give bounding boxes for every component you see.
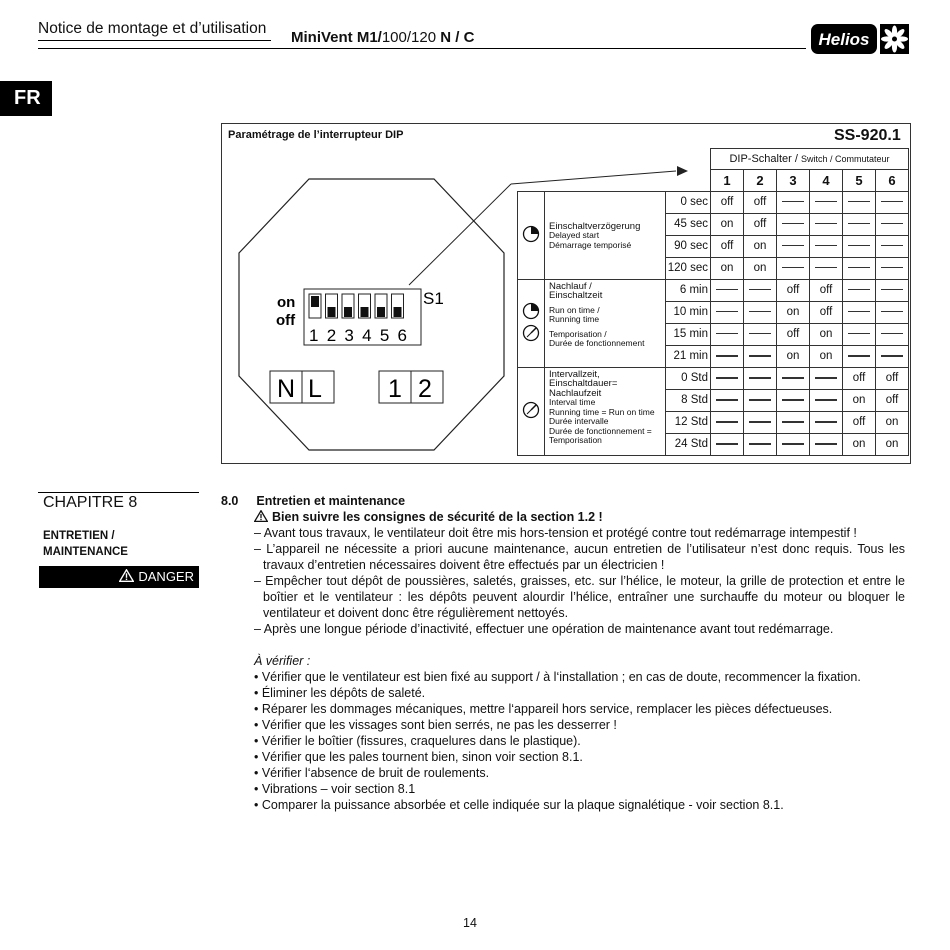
terminal-1: 1 bbox=[388, 375, 402, 403]
not-applicable-dash bbox=[716, 421, 738, 423]
switch-state bbox=[744, 301, 777, 323]
not-applicable-dash bbox=[782, 377, 804, 379]
switch-state bbox=[810, 367, 843, 389]
table-header: DIP-Schalter / Switch / Commutateur bbox=[711, 149, 909, 170]
switch-state bbox=[876, 301, 909, 323]
column-6: 6 bbox=[876, 170, 909, 192]
switch-state: on bbox=[711, 213, 744, 235]
not-applicable-dash bbox=[848, 311, 870, 312]
clock-run-on-icon bbox=[518, 279, 545, 367]
switch-state bbox=[810, 257, 843, 279]
time-value: 0 Std bbox=[666, 367, 711, 389]
switch-state bbox=[777, 235, 810, 257]
switch-state bbox=[810, 433, 843, 455]
page-number: 14 bbox=[463, 916, 477, 930]
not-applicable-dash bbox=[848, 267, 870, 268]
switch-state bbox=[810, 235, 843, 257]
switch-state bbox=[843, 235, 876, 257]
not-applicable-dash bbox=[749, 443, 771, 445]
switch-state: on bbox=[876, 433, 909, 455]
not-applicable-dash bbox=[815, 245, 837, 246]
not-applicable-dash bbox=[749, 377, 771, 379]
figure-title: Paramétrage de l’interrupteur DIP bbox=[228, 129, 404, 141]
time-value: 45 sec bbox=[666, 213, 711, 235]
not-applicable-dash bbox=[716, 377, 738, 379]
check-title: À vérifier : bbox=[254, 654, 311, 668]
chapter-subtitle: ENTRETIEN / MAINTENANCE bbox=[43, 530, 128, 558]
table-row bbox=[518, 279, 909, 301]
not-applicable-dash bbox=[881, 245, 903, 246]
time-value: 15 min bbox=[666, 323, 711, 345]
not-applicable-dash bbox=[782, 267, 804, 268]
switch-state: off bbox=[876, 389, 909, 411]
maintenance-item: – Après une longue période d’inactivité, effectuer une opération de maintenance avant tout redémarrage. bbox=[254, 622, 834, 636]
switch-state: off bbox=[810, 279, 843, 301]
not-applicable-dash bbox=[716, 355, 738, 357]
switch-state: off bbox=[744, 191, 777, 213]
danger-label: DANGER bbox=[39, 566, 199, 588]
not-applicable-dash bbox=[848, 355, 870, 357]
not-applicable-dash bbox=[749, 333, 771, 334]
switch-state: on bbox=[810, 323, 843, 345]
switch-state: off bbox=[810, 301, 843, 323]
not-applicable-dash bbox=[815, 377, 837, 379]
switch-state bbox=[777, 257, 810, 279]
switch-state bbox=[744, 411, 777, 433]
not-applicable-dash bbox=[716, 289, 738, 290]
maintenance-item: – Avant tous travaux, le ventilateur doit être mis hors-tension et protégé contre tout redémarrage intempestif ! bbox=[254, 526, 857, 540]
not-applicable-dash bbox=[881, 333, 903, 334]
switch-state bbox=[810, 213, 843, 235]
check-item: • Réparer les dommages mécaniques, mettre l‘appareil hors service, remplacer les pièces défectueuses. bbox=[254, 702, 833, 716]
group-label: Intervallzeit, Einschaltdauer= Nachlaufzeit Interval time Running time = Run on time Durée intervalle Durée de fonctionnement = Temporisation bbox=[545, 367, 666, 455]
switch-state: off bbox=[843, 411, 876, 433]
switch-state bbox=[777, 367, 810, 389]
dip-switch-table bbox=[517, 148, 909, 456]
chapter-title: CHAPITRE 8 bbox=[43, 494, 138, 511]
product-name-bold: MiniVent M1/ bbox=[291, 29, 382, 46]
switch-state bbox=[876, 235, 909, 257]
table-row bbox=[518, 367, 909, 389]
column-3: 3 bbox=[777, 170, 810, 192]
section-body bbox=[221, 493, 905, 813]
header-product bbox=[291, 29, 474, 46]
terminal-n: N bbox=[277, 375, 296, 403]
switch-state: on bbox=[777, 345, 810, 367]
section-heading: 8.0 Entretien et maintenance bbox=[221, 494, 406, 508]
switch-state: off bbox=[843, 367, 876, 389]
product-name-suffix: N / C bbox=[436, 29, 475, 46]
switch-state bbox=[843, 191, 876, 213]
helios-logo bbox=[810, 22, 910, 56]
column-4: 4 bbox=[810, 170, 843, 192]
switch-state bbox=[711, 323, 744, 345]
switch-state bbox=[777, 191, 810, 213]
language-badge: FR bbox=[0, 81, 52, 116]
switch-state: on bbox=[876, 411, 909, 433]
switch-state bbox=[810, 191, 843, 213]
time-value: 0 sec bbox=[666, 191, 711, 213]
switch-state: off bbox=[711, 235, 744, 257]
header-rule bbox=[38, 48, 806, 49]
group-label: Einschaltverzögerung Delayed start Démarrage temporisé bbox=[545, 191, 666, 279]
switch-state: off bbox=[876, 367, 909, 389]
column-2: 2 bbox=[744, 170, 777, 192]
switch-state: off bbox=[711, 191, 744, 213]
not-applicable-dash bbox=[815, 443, 837, 445]
not-applicable-dash bbox=[815, 201, 837, 202]
switch-state bbox=[876, 323, 909, 345]
switch-state bbox=[777, 213, 810, 235]
not-applicable-dash bbox=[716, 443, 738, 445]
switch-state bbox=[810, 389, 843, 411]
header-notice-rule bbox=[38, 40, 271, 41]
not-applicable-dash bbox=[848, 333, 870, 334]
switch-state bbox=[876, 257, 909, 279]
not-applicable-dash bbox=[782, 223, 804, 224]
table-row bbox=[518, 191, 909, 213]
time-value: 10 min bbox=[666, 301, 711, 323]
time-value: 90 sec bbox=[666, 235, 711, 257]
switch-state: on bbox=[843, 389, 876, 411]
not-applicable-dash bbox=[881, 267, 903, 268]
time-value: 8 Std bbox=[666, 389, 711, 411]
switch-label-on: on bbox=[277, 294, 296, 311]
switch-state bbox=[744, 367, 777, 389]
not-applicable-dash bbox=[749, 355, 771, 357]
not-applicable-dash bbox=[716, 311, 738, 312]
switch-state bbox=[744, 389, 777, 411]
time-value: 6 min bbox=[666, 279, 711, 301]
not-applicable-dash bbox=[749, 421, 771, 423]
not-applicable-dash bbox=[881, 355, 903, 357]
switch-state bbox=[843, 213, 876, 235]
clock-interval-icon bbox=[518, 367, 545, 455]
not-applicable-dash bbox=[815, 421, 837, 423]
switch-state bbox=[777, 411, 810, 433]
switch-state bbox=[843, 345, 876, 367]
switch-state bbox=[843, 323, 876, 345]
not-applicable-dash bbox=[848, 201, 870, 202]
switch-state: off bbox=[777, 323, 810, 345]
switch-state bbox=[843, 257, 876, 279]
column-5: 5 bbox=[843, 170, 876, 192]
maintenance-item: – L’appareil ne nécessite a priori aucune maintenance, aucun entretien de l’utilisateur n’est donc requis. Tous les travaux d’entretien nécessaires doivent être effectués par un électricien ! bbox=[254, 542, 905, 572]
not-applicable-dash bbox=[749, 399, 771, 401]
switch-state bbox=[876, 345, 909, 367]
switch-state bbox=[777, 389, 810, 411]
switch-state bbox=[876, 279, 909, 301]
not-applicable-dash bbox=[782, 399, 804, 401]
not-applicable-dash bbox=[848, 245, 870, 246]
warning-icon bbox=[119, 569, 134, 582]
switch-state bbox=[843, 279, 876, 301]
warning-icon bbox=[254, 510, 268, 522]
check-item: • Vérifier l‘absence de bruit de roulements. bbox=[254, 766, 490, 780]
not-applicable-dash bbox=[716, 399, 738, 401]
switch-state: on bbox=[744, 257, 777, 279]
chapter-rule bbox=[38, 492, 199, 493]
switch-state: on bbox=[843, 433, 876, 455]
switch-state bbox=[744, 279, 777, 301]
not-applicable-dash bbox=[881, 201, 903, 202]
check-item: • Vibrations – voir section 8.1 bbox=[254, 782, 416, 796]
check-item: • Éliminer les dépôts de saleté. bbox=[254, 686, 426, 700]
section-warning: Bien suivre les consignes de sécurité de la section 1.2 ! bbox=[221, 509, 905, 525]
check-list bbox=[221, 669, 905, 813]
check-item: • Vérifier que les vissages sont bien serrés, ne pas les desserrer ! bbox=[254, 718, 617, 732]
s1-label: S1 bbox=[423, 289, 444, 308]
switch-state bbox=[777, 433, 810, 455]
check-item: • Comparer la puissance absorbée et celle indiquée sur la plaque signalétique - voir section 8.1. bbox=[254, 798, 784, 812]
not-applicable-dash bbox=[881, 223, 903, 224]
logo-text: Helios bbox=[818, 30, 870, 49]
switch-state: off bbox=[777, 279, 810, 301]
switch-state bbox=[711, 367, 744, 389]
time-value: 21 min bbox=[666, 345, 711, 367]
switch-state: on bbox=[711, 257, 744, 279]
terminal-2: 2 bbox=[418, 375, 432, 403]
switch-state bbox=[876, 191, 909, 213]
switch-state bbox=[876, 213, 909, 235]
time-value: 12 Std bbox=[666, 411, 711, 433]
switch-state bbox=[744, 345, 777, 367]
group-label: Nachlauf / Einschaltzeit Run on time / Running time Temporisation / Durée de fonctionnement bbox=[545, 279, 666, 367]
not-applicable-dash bbox=[815, 267, 837, 268]
switch-state bbox=[711, 433, 744, 455]
figure-code: SS-920.1 bbox=[834, 127, 901, 144]
switch-numbers: 1 2 3 4 5 6 bbox=[309, 326, 407, 345]
product-name-models: 100/120 bbox=[381, 29, 437, 46]
not-applicable-dash bbox=[716, 333, 738, 334]
check-item: • Vérifier que le ventilateur est bien fixé au support / à l‘installation ; en cas de doute, recommencer la fixation. bbox=[254, 670, 861, 684]
maintenance-list bbox=[221, 525, 905, 637]
switch-state bbox=[843, 301, 876, 323]
not-applicable-dash bbox=[749, 289, 771, 290]
switch-state bbox=[810, 411, 843, 433]
switch-state: on bbox=[810, 345, 843, 367]
check-item: • Vérifier le boîtier (fissures, craquelures dans le plastique). bbox=[254, 734, 581, 748]
not-applicable-dash bbox=[749, 311, 771, 312]
not-applicable-dash bbox=[848, 223, 870, 224]
switch-state bbox=[711, 301, 744, 323]
not-applicable-dash bbox=[815, 399, 837, 401]
column-1: 1 bbox=[711, 170, 744, 192]
not-applicable-dash bbox=[848, 289, 870, 290]
maintenance-item: – Empêcher tout dépôt de poussières, saletés, graisses, etc. sur l’hélice, le moteur, la grille de protection et entre le boîtier et le ventilateur : les dépôts peuvent alourdir l’hélice, entraîner une surchauffe du moteur ou bloquer le ventilateur et doivent donc être régulièrement nettoyés. bbox=[254, 574, 905, 620]
time-value: 120 sec bbox=[666, 257, 711, 279]
switch-state bbox=[711, 411, 744, 433]
switch-state bbox=[711, 345, 744, 367]
switch-state bbox=[711, 389, 744, 411]
switch-state bbox=[711, 279, 744, 301]
switch-state: on bbox=[777, 301, 810, 323]
not-applicable-dash bbox=[881, 311, 903, 312]
check-item: • Vérifier que les pales tournent bien, sinon voir section 8.1. bbox=[254, 750, 583, 764]
header-notice: Notice de montage et d’utilisation bbox=[38, 20, 267, 37]
switch-state bbox=[744, 433, 777, 455]
not-applicable-dash bbox=[881, 289, 903, 290]
terminal-l: L bbox=[308, 375, 322, 403]
switch-state: off bbox=[744, 213, 777, 235]
not-applicable-dash bbox=[782, 245, 804, 246]
not-applicable-dash bbox=[815, 223, 837, 224]
not-applicable-dash bbox=[782, 443, 804, 445]
clock-quarter-icon bbox=[518, 191, 545, 279]
switch-state bbox=[744, 323, 777, 345]
not-applicable-dash bbox=[782, 201, 804, 202]
switch-label-off: off bbox=[276, 312, 296, 329]
switch-state: on bbox=[744, 235, 777, 257]
time-value: 24 Std bbox=[666, 433, 711, 455]
not-applicable-dash bbox=[782, 421, 804, 423]
